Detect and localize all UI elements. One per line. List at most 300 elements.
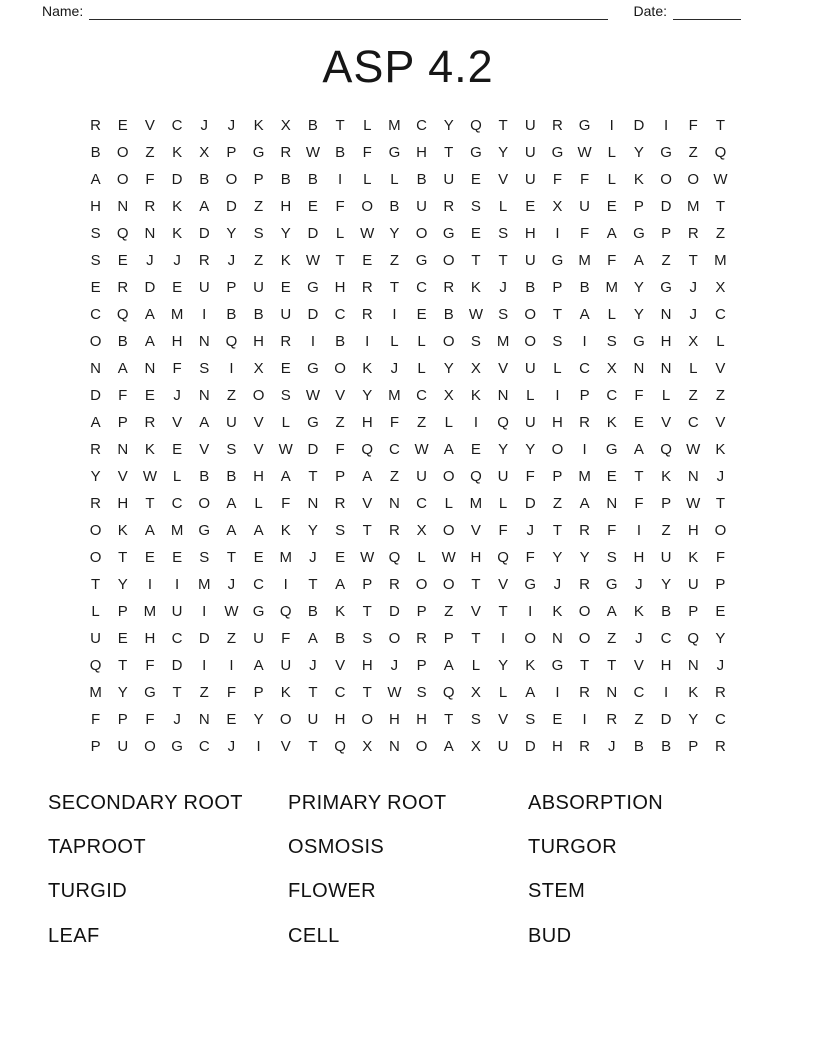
grid-letter: Y <box>307 522 318 539</box>
grid-letter: B <box>443 306 454 323</box>
grid-letter: I <box>256 738 261 755</box>
grid-letter: L <box>526 387 535 404</box>
grid-letter: N <box>660 360 672 377</box>
grid-letter: E <box>172 441 183 458</box>
grid-letter: Q <box>470 468 482 485</box>
grid-letter: Y <box>117 684 128 701</box>
grid-letter: V <box>144 117 155 134</box>
grid-letter: K <box>172 225 183 242</box>
grid-letter: T <box>498 252 508 269</box>
grid-letter: R <box>443 279 455 296</box>
grid-letter: L <box>471 657 481 674</box>
grid-letter: H <box>416 144 427 161</box>
grid-letter: P <box>117 414 128 431</box>
grid-letter: P <box>416 603 427 620</box>
grid-letter: D <box>198 630 210 647</box>
grid-letter: V <box>498 711 509 728</box>
grid-letter: U <box>198 279 210 296</box>
grid-letter: N <box>198 387 210 404</box>
grid-letter: P <box>633 198 644 215</box>
grid-letter: O <box>442 252 455 269</box>
grid-letter: Y <box>525 441 536 458</box>
grid-letter: Q <box>225 333 238 350</box>
grid-letter: N <box>633 360 645 377</box>
grid-letter: X <box>362 738 373 755</box>
grid-letter: L <box>661 387 671 404</box>
grid-letter: X <box>470 738 481 755</box>
grid-letter: N <box>551 630 563 647</box>
grid-letter: O <box>415 225 428 242</box>
grid-letter: C <box>687 414 699 431</box>
grid-letter: N <box>90 360 101 377</box>
grid-letter: S <box>253 225 264 242</box>
grid-letter: S <box>362 630 373 647</box>
grid-letter: G <box>470 144 482 161</box>
grid-letter: F <box>715 549 725 566</box>
grid-letter: Q <box>714 144 727 161</box>
grid-letter: O <box>442 522 455 539</box>
grid-letter: C <box>714 711 726 728</box>
grid-letter: L <box>363 117 372 134</box>
grid-letter: K <box>688 684 699 701</box>
grid-letter: I <box>229 360 234 377</box>
grid-letter: D <box>660 198 672 215</box>
grid-letter: I <box>229 657 234 674</box>
grid-letter: I <box>555 684 560 701</box>
grid-letter: M <box>469 495 483 512</box>
grid-letter: N <box>687 468 699 485</box>
grid-letter: W <box>305 387 320 404</box>
grid-letter: A <box>253 522 264 539</box>
grid-letter: C <box>334 306 346 323</box>
grid-letter: W <box>577 144 592 161</box>
grid-letter: O <box>116 144 129 161</box>
grid-letter: R <box>687 225 699 242</box>
grid-letter: Q <box>361 441 374 458</box>
grid-letter: Z <box>715 225 725 242</box>
grid-letter: P <box>416 657 427 674</box>
grid-letter: A <box>307 630 318 647</box>
grid-letter: T <box>308 684 318 701</box>
grid-letter: P <box>253 684 264 701</box>
grid-letter: M <box>388 117 401 134</box>
grid-letter: L <box>363 171 372 188</box>
grid-letter: S <box>470 711 481 728</box>
grid-letter: G <box>633 333 645 350</box>
grid-letter: L <box>281 414 290 431</box>
grid-letter: J <box>716 468 725 485</box>
grid-letter: O <box>524 306 537 323</box>
grid-letter: C <box>198 738 210 755</box>
grid-letter: B <box>280 171 291 188</box>
grid-letter: Q <box>442 684 455 701</box>
grid-letter: O <box>442 468 455 485</box>
grid-letter: O <box>89 522 102 539</box>
grid-letter: I <box>555 225 560 242</box>
grid-letter: W <box>224 603 239 620</box>
grid-letter: H <box>633 549 645 566</box>
grid-letter: B <box>389 198 400 215</box>
grid-letter: A <box>144 306 155 323</box>
grid-letter: C <box>714 306 726 323</box>
grid-letter: V <box>633 657 644 674</box>
grid-letter: D <box>307 225 319 242</box>
grid-letter: E <box>172 279 183 296</box>
grid-letter: Q <box>660 441 672 458</box>
grid-letter: T <box>471 630 481 647</box>
grid-letter: H <box>470 549 482 566</box>
grid-letter: T <box>308 576 318 593</box>
grid-letter: G <box>442 225 455 242</box>
grid-letter: O <box>524 630 537 647</box>
grid-letter: J <box>146 252 154 269</box>
grid-letter: F <box>172 360 182 377</box>
grid-letter: B <box>307 603 318 620</box>
grid-letter: K <box>715 441 726 458</box>
grid-letter: P <box>552 279 563 296</box>
grid-letter: U <box>524 144 536 161</box>
grid-letter: H <box>117 495 129 512</box>
grid-letter: V <box>199 441 210 458</box>
grid-letter: E <box>117 252 128 269</box>
grid-letter: J <box>227 117 236 134</box>
grid-letter: L <box>444 414 453 431</box>
word-list <box>48 781 772 959</box>
grid-letter: T <box>362 603 372 620</box>
grid-letter: Y <box>389 225 400 242</box>
grid-letter: W <box>686 441 701 458</box>
grid-letter: J <box>689 279 697 296</box>
grid-letter: F <box>688 117 698 134</box>
grid-letter: O <box>578 630 591 647</box>
grid-letter: N <box>144 225 156 242</box>
grid-letter: F <box>281 495 291 512</box>
grid-letter: O <box>551 441 564 458</box>
grid-letter: L <box>390 171 399 188</box>
grid-letter: I <box>202 657 207 674</box>
grid-letter: Y <box>661 576 672 593</box>
grid-letter: C <box>416 117 427 134</box>
grid-letter: L <box>689 360 698 377</box>
grid-letter: E <box>117 630 128 647</box>
grid-letter: J <box>309 657 317 674</box>
grid-letter: I <box>609 117 614 134</box>
grid-letter: E <box>633 414 644 431</box>
grid-letter: D <box>660 711 672 728</box>
grid-letter: Q <box>116 306 129 323</box>
grid-letter: M <box>605 279 618 296</box>
grid-letter: S <box>199 549 210 566</box>
grid-letter: H <box>253 468 264 485</box>
grid-letter: J <box>526 522 534 539</box>
grid-letter: E <box>525 198 536 215</box>
grid-letter: R <box>579 738 590 755</box>
grid-letter: N <box>497 387 509 404</box>
grid-letter: I <box>202 603 207 620</box>
grid-letter: T <box>715 198 725 215</box>
grid-letter: B <box>579 279 590 296</box>
grid-letter: I <box>310 333 315 350</box>
grid-letter: J <box>390 360 399 377</box>
grid-letter: A <box>199 198 210 215</box>
grid-letter: I <box>147 576 152 593</box>
grid-letter: K <box>253 117 264 134</box>
grid-letter: A <box>280 468 291 485</box>
grid-letter: G <box>388 144 401 161</box>
word-list-item: FLOWER <box>288 880 376 903</box>
grid-letter: A <box>226 522 237 539</box>
grid-letter: B <box>253 306 264 323</box>
grid-letter: M <box>578 252 591 269</box>
grid-letter: N <box>388 738 400 755</box>
grid-letter: M <box>686 198 700 215</box>
grid-letter: R <box>280 333 292 350</box>
grid-letter: K <box>525 657 536 674</box>
grid-letter: V <box>335 387 346 404</box>
grid-letter: N <box>117 198 129 215</box>
name-label: Name: <box>42 3 84 19</box>
grid-letter: M <box>170 306 184 323</box>
grid-letter: T <box>607 657 617 674</box>
grid-letter: Y <box>579 549 590 566</box>
grid-letter: H <box>171 333 183 350</box>
grid-letter: Z <box>634 711 644 728</box>
grid-letter: F <box>118 387 128 404</box>
grid-letter: T <box>145 495 155 512</box>
grid-letter: T <box>90 576 101 593</box>
grid-letter: U <box>687 576 699 593</box>
grid-letter: P <box>661 495 672 512</box>
grid-letter: V <box>498 171 509 188</box>
grid-letter: J <box>390 657 399 674</box>
grid-letter: U <box>253 279 264 296</box>
grid-letter: O <box>279 711 292 728</box>
grid-letter: T <box>715 495 725 512</box>
grid-letter: C <box>171 117 183 134</box>
grid-letter: M <box>388 387 401 404</box>
grid-letter: X <box>552 198 563 215</box>
grid-letter: X <box>606 360 617 377</box>
grid-letter: L <box>172 468 182 485</box>
grid-letter: Q <box>497 549 509 566</box>
grid-letter: I <box>663 684 669 701</box>
grid-letter: E <box>606 198 617 215</box>
grid-letter: G <box>415 252 428 269</box>
grid-letter: W <box>387 684 402 701</box>
grid-letter: R <box>416 630 427 647</box>
grid-letter: G <box>252 603 265 620</box>
grid-letter: F <box>525 468 535 485</box>
grid-letter: H <box>551 414 563 431</box>
grid-letter: L <box>607 306 616 323</box>
grid-letter: T <box>362 684 372 701</box>
grid-letter: Z <box>661 522 671 539</box>
grid-letter: P <box>688 603 699 620</box>
word-list-item: BUD <box>528 924 572 947</box>
grid-letter: Z <box>226 630 236 647</box>
grid-letter: F <box>525 549 535 566</box>
grid-letter: J <box>689 306 697 323</box>
grid-letter: A <box>633 252 644 269</box>
grid-letter: Z <box>253 252 264 269</box>
grid-letter: Q <box>388 549 401 566</box>
grid-letter: D <box>144 279 156 296</box>
grid-letter: A <box>443 738 454 755</box>
grid-letter: T <box>226 549 236 566</box>
grid-letter: B <box>661 603 672 620</box>
grid-letter: C <box>388 441 400 458</box>
grid-letter: F <box>145 657 155 674</box>
grid-letter: T <box>688 252 698 269</box>
grid-letter: H <box>388 711 400 728</box>
grid-letter: O <box>144 738 156 755</box>
grid-letter: O <box>578 603 591 620</box>
grid-letter: C <box>171 630 183 647</box>
grid-letter: Y <box>226 225 237 242</box>
grid-letter: K <box>633 603 644 620</box>
grid-letter: I <box>283 576 288 593</box>
grid-letter: S <box>90 225 101 242</box>
grid-letter: H <box>416 711 427 728</box>
grid-letter: U <box>280 657 292 674</box>
grid-letter: R <box>334 495 346 512</box>
grid-letter: R <box>579 414 590 431</box>
name-blank-line <box>89 4 607 20</box>
grid-letter: I <box>174 576 180 593</box>
grid-letter: O <box>415 576 428 593</box>
grid-letter: K <box>633 171 644 188</box>
grid-letter: G <box>144 684 156 701</box>
grid-letter: L <box>607 144 616 161</box>
grid-letter: A <box>90 414 101 431</box>
grid-letter: K <box>172 144 183 161</box>
grid-letter: I <box>365 333 370 350</box>
grid-letter: I <box>555 387 560 404</box>
grid-letter: U <box>117 738 129 755</box>
grid-letter: H <box>361 657 373 674</box>
grid-letter: V <box>117 468 128 485</box>
grid-letter: R <box>90 117 101 134</box>
grid-letter: S <box>470 333 481 350</box>
grid-letter: M <box>143 603 157 620</box>
grid-letter: I <box>582 441 587 458</box>
grid-letter: R <box>90 495 101 512</box>
grid-letter: L <box>716 333 725 350</box>
grid-letter: F <box>579 171 590 188</box>
grid-letter: P <box>253 171 264 188</box>
grid-letter: C <box>579 360 590 377</box>
grid-letter: L <box>498 198 508 215</box>
puzzle-title: ASP 4.2 <box>322 41 494 92</box>
grid-letter: V <box>362 495 373 512</box>
grid-letter: B <box>117 333 128 350</box>
grid-letter: U <box>307 711 319 728</box>
grid-letter: T <box>362 522 372 539</box>
grid-letter: W <box>468 306 483 323</box>
grid-letter: A <box>525 684 536 701</box>
grid-letter: S <box>498 225 509 242</box>
grid-letter: E <box>144 549 155 566</box>
grid-letter: U <box>171 603 183 620</box>
grid-letter: Y <box>498 657 509 674</box>
grid-letter: I <box>392 306 397 323</box>
grid-letter: K <box>280 684 291 701</box>
grid-letter: V <box>498 576 509 593</box>
grid-letter: O <box>334 360 346 377</box>
grid-letter: N <box>606 495 618 512</box>
grid-letter: N <box>307 495 319 512</box>
grid-letter: W <box>278 441 293 458</box>
grid-letter: R <box>579 522 590 539</box>
grid-letter: K <box>606 414 617 431</box>
grid-letter: A <box>144 333 155 350</box>
grid-letter: Z <box>661 252 671 269</box>
word-list-item: OSMOSIS <box>288 836 385 859</box>
grid-letter: G <box>524 576 537 593</box>
grid-letter: J <box>499 279 507 296</box>
grid-letter: L <box>417 549 426 566</box>
grid-letter: Z <box>199 684 209 701</box>
grid-letter: O <box>524 333 537 350</box>
grid-letter: D <box>388 603 400 620</box>
grid-letter: P <box>90 738 101 755</box>
grid-letter: Z <box>688 387 698 404</box>
grid-letter: I <box>473 414 478 431</box>
grid-letter: F <box>335 198 345 215</box>
grid-letter: M <box>578 468 591 485</box>
grid-letter: D <box>90 387 101 404</box>
word-list-item: PRIMARY ROOT <box>288 791 447 814</box>
grid-letter: N <box>687 657 699 674</box>
grid-letter: M <box>89 684 102 701</box>
grid-letter: F <box>389 414 399 431</box>
grid-letter: Q <box>687 630 700 647</box>
grid-letter: A <box>579 306 590 323</box>
grid-letter: C <box>660 630 672 647</box>
grid-letter: T <box>471 576 481 593</box>
grid-letter: E <box>117 117 128 134</box>
grid-letter: L <box>417 360 426 377</box>
grid-letter: A <box>226 495 237 512</box>
grid-letter: Y <box>443 360 454 377</box>
grid-letter: E <box>253 549 264 566</box>
grid-letter: Y <box>280 225 291 242</box>
grid-letter: P <box>688 738 699 755</box>
grid-letter: S <box>335 522 346 539</box>
grid-letter: G <box>551 144 564 161</box>
grid-letter: Y <box>552 549 563 566</box>
grid-letter: V <box>253 414 264 431</box>
grid-letter: F <box>634 495 644 512</box>
grid-letter: G <box>605 441 618 458</box>
grid-letter: Y <box>715 630 726 647</box>
grid-letter: C <box>416 495 427 512</box>
grid-letter: J <box>173 711 181 728</box>
grid-letter: R <box>714 684 726 701</box>
grid-letter: M <box>496 333 510 350</box>
grid-letter: E <box>280 360 291 377</box>
grid-letter: R <box>90 441 101 458</box>
grid-letter: R <box>144 198 156 215</box>
grid-letter: L <box>91 603 100 620</box>
grid-letter: J <box>227 252 236 269</box>
grid-letter: M <box>279 549 292 566</box>
grid-letter: S <box>552 333 563 350</box>
grid-letter: A <box>443 441 454 458</box>
grid-letter: V <box>280 738 291 755</box>
grid-letter: F <box>498 522 508 539</box>
grid-letter: C <box>633 684 645 701</box>
